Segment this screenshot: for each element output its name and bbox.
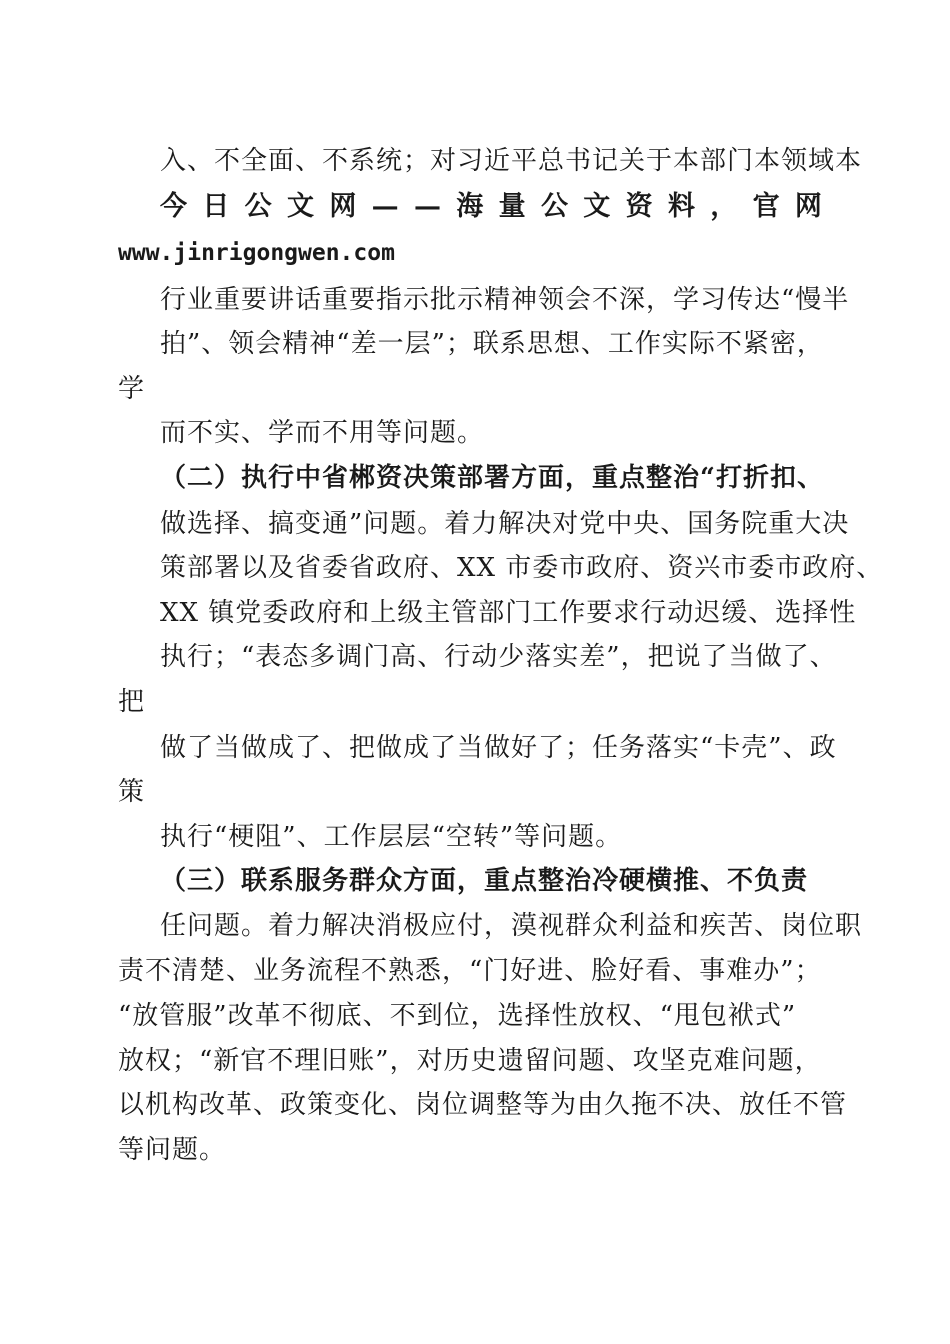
banner-char: 文 <box>286 191 314 222</box>
text-line: 等问题。 <box>118 1135 227 1165</box>
banner-char: 网 <box>794 191 822 222</box>
text-line: 以机构改革、政策变化、岗位调整等为由久拖不决、放任不管 <box>118 1090 848 1120</box>
text-line: 拍”、领会精神“差一层”；联系思想、工作实际不紧密， <box>160 329 824 359</box>
text-line: 把 <box>118 687 146 717</box>
banner-char: 料 <box>667 191 695 222</box>
text-line: 策 <box>118 777 146 807</box>
text-line: 入、不全面、不系统；对习近平总书记关于本部门本领域本 <box>160 146 863 176</box>
text-line: 执行“梗阻”、工作层层“空转”等问题。 <box>160 822 623 852</box>
website-url: www.jinrigongwen.com <box>118 240 395 266</box>
section-heading: （二）执行中省郴资决策部署方面，重点整治“打折扣、 <box>160 463 824 493</box>
banner-char: 网 <box>329 191 357 222</box>
banner-char: 公 <box>244 191 272 222</box>
section-heading: （三）联系服务群众方面，重点整治冷硬横推、不负责 <box>160 866 809 896</box>
banner-char: 海 <box>456 191 484 222</box>
banner-char: ， <box>710 191 738 222</box>
banner-char: 官 <box>752 191 780 222</box>
banner-char: — <box>413 191 441 222</box>
text-line: 做选择、搞变通”问题。着力解决对党中央、国务院重大决 <box>160 509 850 539</box>
text-line: 而不实、学而不用等问题。 <box>160 418 485 448</box>
text-line: 放权；“新官不理旧账”，对历史遗留问题、攻坚克难问题， <box>118 1046 822 1076</box>
website-banner <box>160 190 822 224</box>
banner-char: 公 <box>540 191 568 222</box>
banner-char: — <box>371 191 399 222</box>
banner-char: 今 <box>160 191 187 222</box>
text-line: 行业重要讲话重要指示批示精神领会不深，学习传达“慢半 <box>160 285 850 315</box>
text-line: 策部署以及省委省政府、XX 市委市政府、资兴市委市政府、 <box>160 553 884 583</box>
text-line: 任问题。着力解决消极应付，漠视群众利益和疾苦、岗位职 <box>160 911 863 941</box>
banner-char: 量 <box>498 191 526 222</box>
text-line: 做了当做成了、把做成了当做好了；任务落实“卡壳”、政 <box>160 733 837 763</box>
text-line: “放管服”改革不彻底、不到位，选择性放权、“甩包袱式” <box>118 1001 797 1031</box>
banner-char: 日 <box>202 191 230 222</box>
text-line: 学 <box>118 374 146 404</box>
banner-char: 资 <box>625 191 653 222</box>
text-line: 执行；“表态多调门高、行动少落实差”，把说了当做了、 <box>160 642 837 672</box>
banner-char: 文 <box>583 191 611 222</box>
text-line: 责不清楚、业务流程不熟悉，“门好进、脸好看、事难办”； <box>118 956 822 986</box>
text-line: XX 镇党委政府和上级主管部门工作要求行动迟缓、选择性 <box>160 598 857 628</box>
